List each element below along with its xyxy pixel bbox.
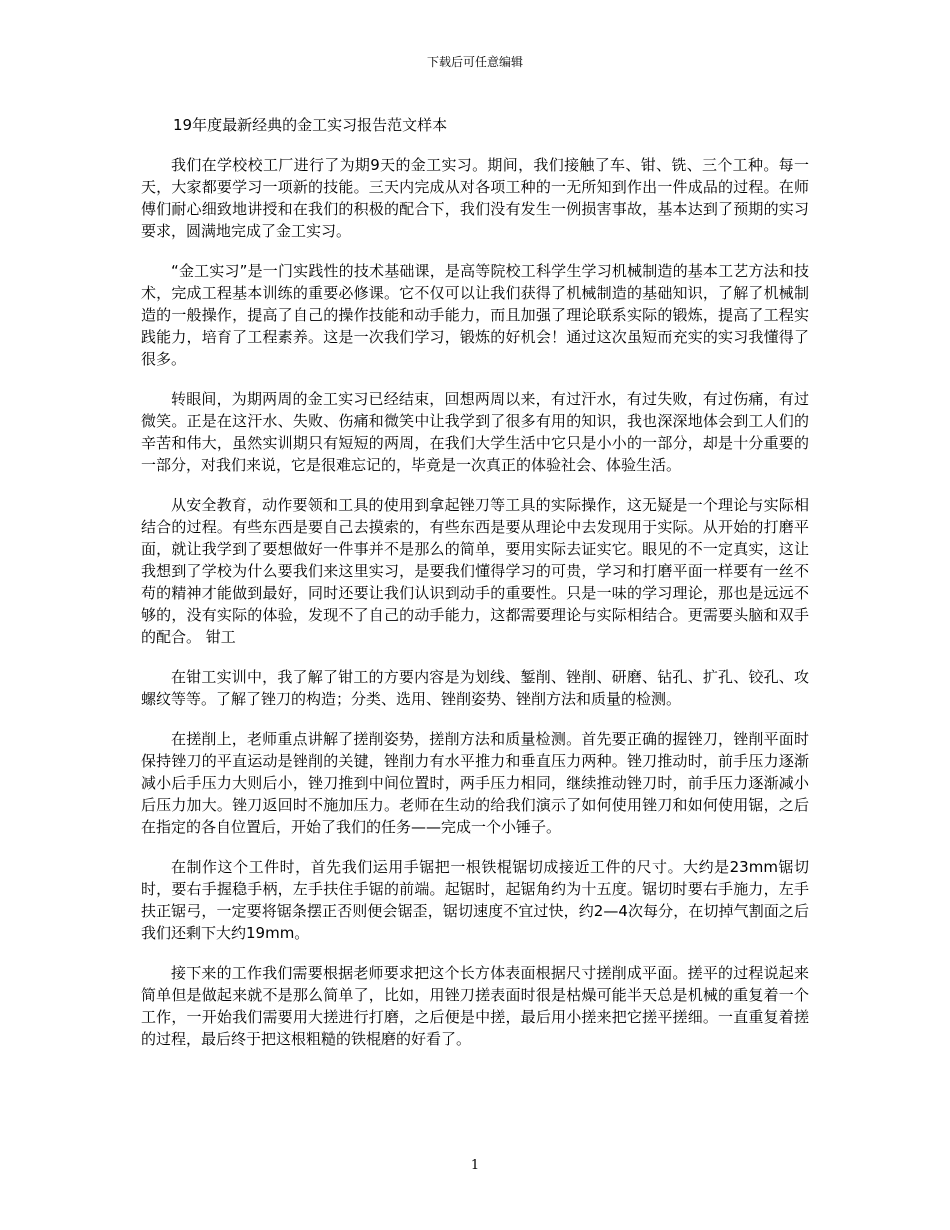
paragraph-6: 在搓削上，老师重点讲解了搓削姿势，搓削方法和质量检测。首先要正确的握锉刀，锉削平面时保持锉刀的平直运动是锉削的关键，锉削力有水平推力和垂直压力两种。锉刀推动时，前手压力逐渐减小后手压力大则后小，锉刀推到中间位置时，两手压力相同，继续推动锉刀时，前手压力逐渐减小后压力加大。锉刀返回时不施加压力。老师在生动的给我们演示了如何使用锉刀和如何使用锯，之后在指定的各自位置后，开始了我们的任务——完成一个小锤子。 [141, 730, 809, 836]
page-header: 下载后可任意编辑 [426, 55, 523, 69]
paragraph-8: 接下来的工作我们需要根据老师要求把这个长方体表面根据尺寸搓削成平面。搓平的过程说起来简单但是做起来就不是那么简单了，比如，用锉刀搓表面时很是枯燥可能半天总是机械的重复着一个工作，一开始我们需要用大搓进行打磨，之后便是中搓，最后用小搓来把它搓平搓细。一直重复着搓的过程，最后终于把这根粗糙的铁棍磨的好看了。 [141, 964, 809, 1048]
paragraph-1: 我们在学校校工厂进行了为期9天的金工实习。期间，我们接触了车、钳、铣、三个工种。每一天，大家都要学习一项新的技能。三天内完成从对各项工种的一无所知到作出一件成品的过程。在师傅们耐心细致地讲授和在我们的积极的配合下，我们没有发生一例损害事故，基本达到了预期的实习要求，圆满地完成了金工实习。 [141, 156, 809, 240]
document-body [141, 114, 809, 1068]
paragraph-2: “金工实习”是一门实践性的技术基础课，是高等院校工科学生学习机械制造的基本工艺方法和技术，完成工程基本训练的重要必修课。它不仅可以让我们获得了机械制造的基础知识，了解了机械制造的一般操作，提高了自己的操作技能和动手能力，而且加强了理论联系实际的锻炼，提高了工程实践能力，培育了工程素养。这是一次我们学习，锻炼的好机会！通过这次虽短而充实的实习我懂得了很多。 [141, 262, 809, 368]
page-number: 1 [470, 1158, 480, 1173]
paragraph-4: 从安全教育，动作要领和工具的使用到拿起锉刀等工具的实际操作，这无疑是一个理论与实际相结合的过程。有些东西是要自己去摸索的，有些东西是要从理论中去发现用于实际。从开始的打磨平面，就让我学到了要想做好一件事并不是那么的简单，要用实际去证实它。眼见的不一定真实，这让我想到了学校为什么要我们来这里实习，是要我们懂得学习的可贵，学习和打磨平面一样要有一丝不苟的精神才能做到最好，同时还要让我们认识到动手的重要性。只是一味的学习理论，那也是远远不够的，没有实际的体验，发现不了自己的动手能力，这都需要理论与实际相结合。更需要头脑和双手的配合。 钳工 [141, 496, 809, 646]
paragraph-7: 在制作这个工件时，首先我们运用手锯把一根铁棍锯切成接近工件的尺寸。大约是23mm锯切时，要右手握稳手柄，左手扶住手锯的前端。起锯时，起锯角约为十五度。锯切时要右手施力，左手扶正锯弓，一定要将锯条摆正否则便会锯歪，锯切速度不宜过快，约2—4次每分，在切掉气割面之后我们还剩下大约19mm。 [141, 858, 809, 942]
paragraph-3: 转眼间，为期两周的金工实习已经结束，回想两周以来，有过汗水，有过失败，有过伤痛，有过微笑。正是在这汗水、失败、伤痛和微笑中让我学到了很多有用的知识，我也深深地体会到工人们的辛苦和伟大，虽然实训期只有短短的两周，在我们大学生活中它只是小小的一部分，却是十分重要的一部分，对我们来说，它是很难忘记的，毕竟是一次真正的体验社会、体验生活。 [141, 390, 809, 474]
paragraph-5: 在钳工实训中，我了解了钳工的方要内容是为划线、錾削、锉削、研磨、钻孔、扩孔、铰孔、攻螺纹等等。了解了锉刀的构造；分类、选用、锉削姿势、锉削方法和质量的检测。 [141, 668, 809, 708]
document-title: 19年度最新经典的金工实习报告范文样本 [173, 116, 448, 134]
